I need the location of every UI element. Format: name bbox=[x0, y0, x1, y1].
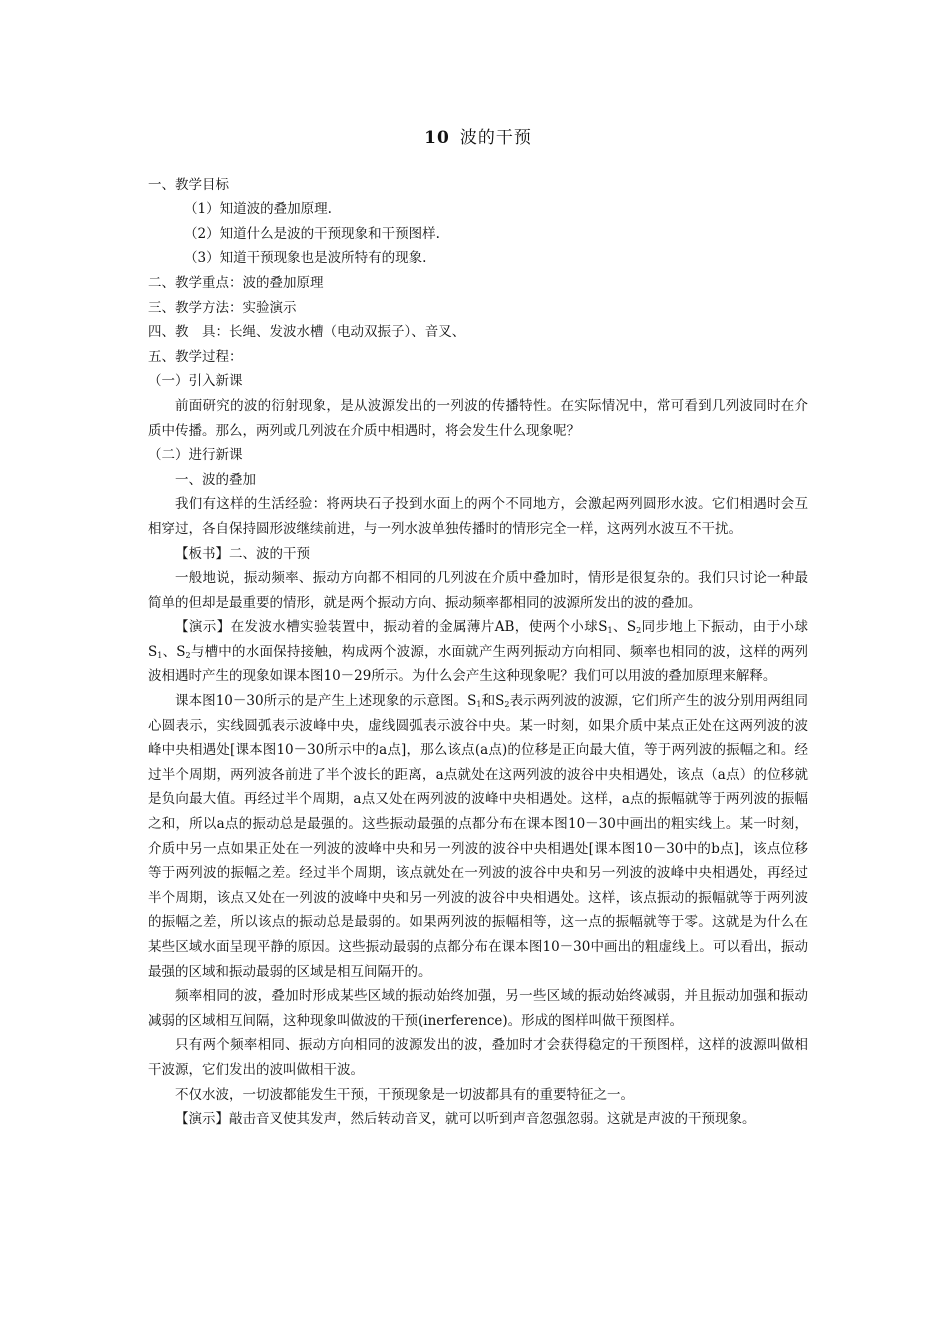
goal-item-3: （3）知道干预现象也是波所特有的现象. bbox=[184, 250, 427, 267]
paragraph-figure-explanation bbox=[148, 689, 808, 984]
superposition-heading: 一、波的叠加 bbox=[175, 471, 256, 488]
subscript-1b: 1 bbox=[157, 650, 163, 660]
demo-sep-2: 、S bbox=[162, 643, 186, 660]
process-heading: 五、教学过程： bbox=[148, 348, 243, 365]
focus-heading: 二、教学重点：波的叠加原理 bbox=[148, 274, 324, 291]
subscript-2b: 2 bbox=[185, 650, 191, 660]
subscript-1c: 1 bbox=[476, 700, 482, 710]
goals-heading: 一、教学目标 bbox=[148, 176, 229, 193]
goal-item-1: （1）知道波的叠加原理. bbox=[184, 201, 332, 218]
demo-tag-2: 【演示】 bbox=[175, 1111, 229, 1128]
tools-heading: 四、教 具：长绳、发波水槽（电动双振子）、音叉、 bbox=[148, 324, 466, 341]
title-text: 波的干预 bbox=[459, 128, 532, 148]
subscript-2c: 2 bbox=[504, 700, 510, 710]
subscript-2: 2 bbox=[636, 626, 642, 636]
paragraph-demo-tank bbox=[148, 615, 808, 689]
goal-item-2: （2）知道什么是波的干预现象和干预图样. bbox=[184, 225, 440, 242]
demo-sep-1: 、S bbox=[612, 619, 637, 636]
fig-text-a: 课本图10－30所示的是产生上述现象的示意图。S bbox=[175, 693, 477, 710]
paragraph-stones: 我们有这样的生活经验：将两块石子投到水面上的两个不同地方，会激起两列圆形水波。它们相遇时会互相穿过，各自保持圆形波继续前进，与一列水波单独传播时的情形完全一样，这两列水波互不干扰。 bbox=[148, 496, 808, 537]
paragraph-coherent: 只有两个频率相同、振动方向相同的波源发出的波，叠加时才会获得稳定的干预图样，这样的波源叫做相干波源，它们发出的波叫做相干波。 bbox=[148, 1037, 808, 1078]
paragraph-demo-fork bbox=[148, 1107, 808, 1132]
demo-fork-text: 敲击音叉使其发声，然后转动音叉，就可以听到声音忽强忽弱。这就是声波的干预现象。 bbox=[229, 1111, 756, 1128]
demo-text-c: 与槽中的水面保持接触，构成两个波源，水面就产生两列振动方向相同、频率也相同的波，这样的两列波相遇时产生的现象如课本图10－29所示。为什么会产生这种现象呢？我们可以用波的叠加原理来解释。 bbox=[148, 643, 808, 685]
fig-text-b: 表示两列波的波源，它们所产生的波分别用两组同心圆表示，实线圆弧表示波峰中央，虚线圆弧表示波谷中央。某一时刻，如果介质中某点正处在这两列波的波峰中央相遇处[课本图10－30所示中的a点]，那么该点(a点)的位移是正向最大值，等于两列波的振幅之和。经过半个周期，两列波各前进了半个波长的距离，a点就处在这两列波的波谷中央相遇处，该点（a点）的位移就是负向最大值。再经过半个周期，a点又处在两列波的波峰中央相遇处。这样，a点的振幅就等于两列波的振幅之和，所以a点的振动总是最强的。这些振动最强的点都分布在课本图10－30中画出的粗实线上。某一时刻，介质中另一点如果正处在一列波的波峰中央和另一列波的波谷中央相遇处[课本图10－30中的b点]，该点位移等于两列波的振幅之差。经过半个周期，该点就处在一列波的波谷中央和另一列波的波峰中央相遇处，再经过半个周期，该点又处在一列波的波峰中央和另一列波的波谷中央相遇处。这样，该点振动的振幅就等于两列波的振幅之差，所以该点的振动总是最弱的。如果两列波的振幅相等，这一点的振幅就等于零。这就是为什么在某些区域水面呈现平静的原因。这些振动最弱的点都分布在课本图10－30中画出的粗虚线上。可以看出，振动最强的区域和振动最弱的区域是相互间隔开的。 bbox=[148, 693, 809, 980]
fig-text-and: 和S bbox=[481, 693, 505, 710]
board-note bbox=[148, 542, 808, 567]
paragraph-interference-def: 频率相同的波，叠加时形成某些区域的振动始终加强，另一些区域的振动始终减弱，并且振动加强和振动减弱的区域相互间隔，这种现象叫做波的干预(inerference)。形成的图样叫做干预图样。 bbox=[148, 988, 808, 1029]
intro-paragraph: 前面研究的波的衍射现象，是从波源发出的一列波的传播特性。在实际情况中，常可看到几列波同时在介质中传播。那么，两列或几列波在介质中相遇时，将会发生什么现象呢？ bbox=[148, 397, 808, 439]
paragraph-all-waves: 不仅水波，一切波都能发生干预，干预现象是一切波都具有的重要特征之一。 bbox=[175, 1086, 634, 1103]
subscript-1: 1 bbox=[607, 626, 613, 636]
title-number: 10 bbox=[424, 128, 450, 148]
new-lesson-heading: （二）进行新课 bbox=[148, 447, 243, 464]
demo-text-b: 同步地上下振动，由于小球S bbox=[148, 619, 809, 660]
method-heading: 三、教学方法：实验演示 bbox=[148, 299, 297, 316]
demo-text-a: 在发波水槽实验装置中，振动着的金属薄片AB，使两个小球S bbox=[230, 619, 608, 636]
board-text: 二、波的干预 bbox=[229, 545, 310, 562]
paragraph-general: 一般地说，振动频率、振动方向都不相同的几列波在介质中叠加时，情形是很复杂的。我们只讨论一种最简单的但却是最重要的情形，就是两个振动方向、振动频率都相同的波源所发出的波的叠加。 bbox=[148, 570, 808, 611]
page-title bbox=[148, 126, 808, 151]
board-tag: 【板书】 bbox=[175, 545, 229, 562]
demo-tag: 【演示】 bbox=[175, 619, 231, 636]
intro-heading: （一）引入新课 bbox=[148, 373, 243, 390]
document-page bbox=[148, 120, 808, 1132]
